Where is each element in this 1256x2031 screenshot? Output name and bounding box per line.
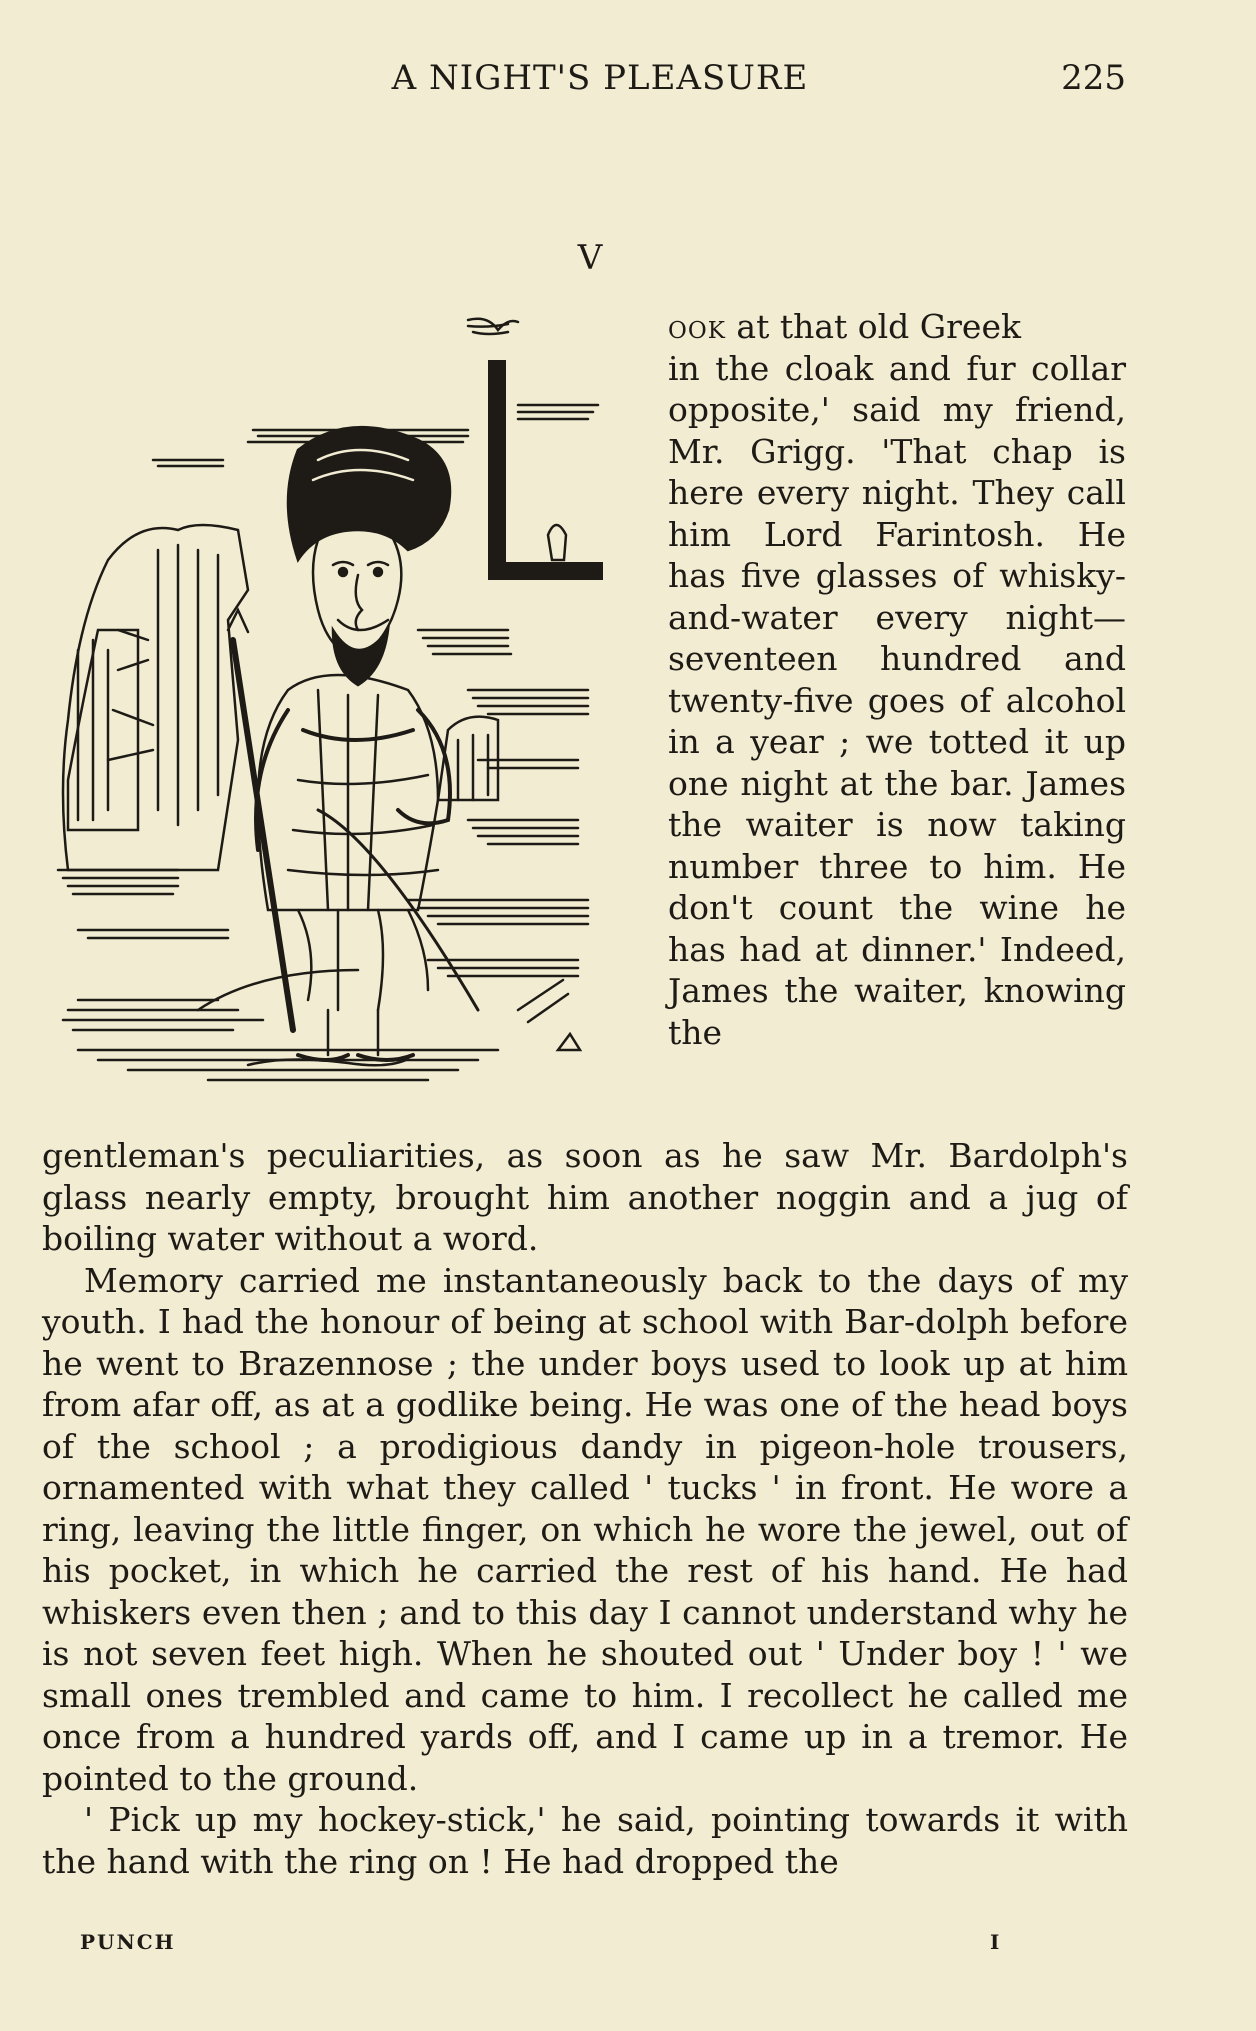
paragraph: Memory carried me instantaneously back to the days of my youth. I had the honour of being at school with Bar-dolph before he went to Brazennose ; the under boys used to look up at him from afar off, as at a godlike being. He was one of the head boys of the school ; a prodigious dandy in pigeon-hole trousers, ornamented with what they called ' tucks ' in front. He wore a ring, leaving the little finger, on which he wore the jewel, out of his pocket, in which he carried the rest of his hand. He had whiskers even then ; and to this day I cannot understand why he is not seven feet high. When he shouted out ' Under boy ! ' we small ones trembled and came to him. I recollect he called me once from a hundred yards off, and I came up in a tremor. He pointed to the ground. bbox=[42, 1260, 1128, 1798]
dropcap-illustration bbox=[48, 310, 618, 1100]
running-title: A NIGHT'S PLEASURE bbox=[391, 58, 809, 98]
signature-mark-right: I bbox=[990, 1930, 1002, 1954]
signature-mark-left: PUNCH bbox=[80, 1930, 176, 1954]
chapter-numeral: V bbox=[577, 238, 603, 278]
opening-line-rest: at that old Greek bbox=[725, 307, 1021, 346]
paragraph: ' Pick up my hockey-stick,' he said, pointing towards it with the hand with the ring on ! He had dropped the bbox=[42, 1800, 1128, 1881]
opening-small-caps: ook bbox=[668, 307, 726, 346]
page-number: 225 bbox=[1061, 58, 1126, 98]
page-header bbox=[0, 58, 1256, 108]
paragraph-continuation: gentleman's peculiarities, as soon as he saw Mr. Bardolph's glass nearly empty, brought him another noggin and a jug of boiling water without a word. bbox=[42, 1136, 1128, 1258]
dropcap-letter-l bbox=[468, 319, 603, 580]
opening-line bbox=[668, 306, 1126, 348]
wrapped-text-column bbox=[626, 306, 1126, 1053]
wrapped-paragraph: in the cloak and fur collar opposite,' said my friend, Mr. Grigg. 'That chap is here every night. They call him Lord Farintosh. He has five glasses of whisky-and-water every night— seventeen hundred and twenty-five goes of alcohol in a year ; we totted it up one night at the bar. James the waiter is now taking number three to him. He don't count the wine he has had at dinner.' Indeed, James the waiter, knowing the bbox=[668, 348, 1126, 1052]
page-footer bbox=[0, 1930, 1256, 1960]
body-text bbox=[42, 1135, 1128, 1882]
